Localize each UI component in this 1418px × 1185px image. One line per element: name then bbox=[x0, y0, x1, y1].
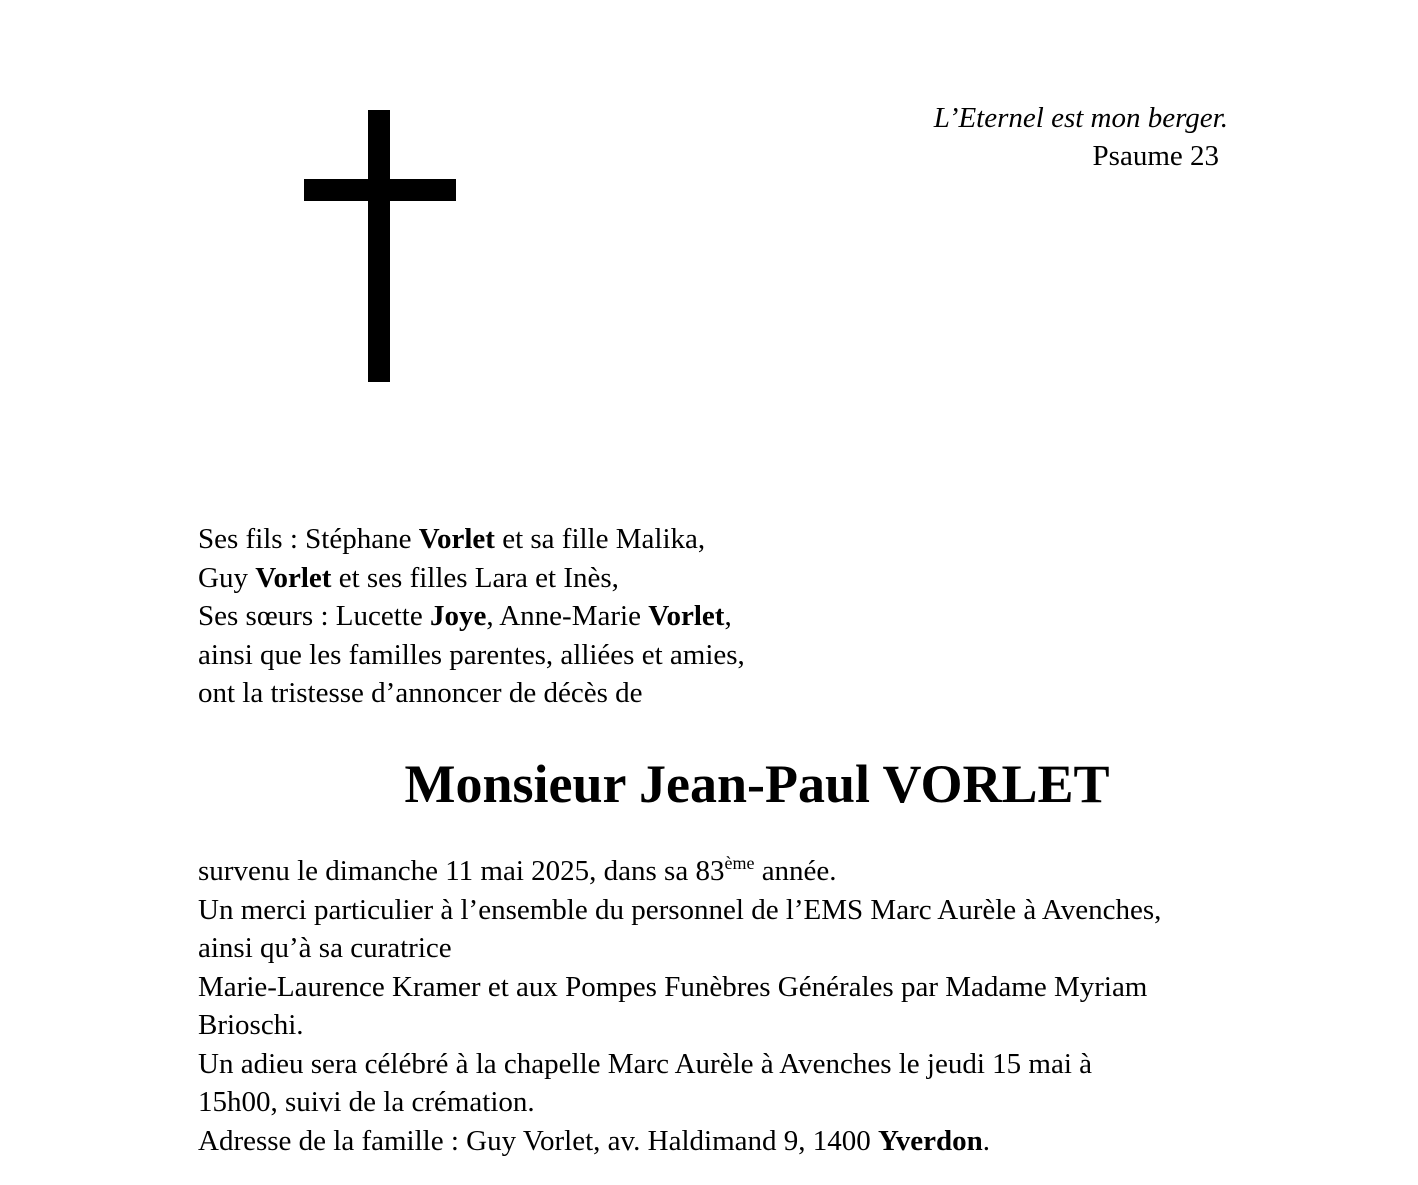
surname: Vorlet bbox=[418, 523, 495, 555]
text: année. bbox=[754, 855, 837, 887]
details-line: Un merci particulier à l’ensemble du personnel de l’EMS Marc Aurèle à Avenches, bbox=[198, 893, 1162, 926]
city: Yverdon bbox=[878, 1124, 983, 1157]
family-line: ont la tristesse d’annoncer de décès de bbox=[198, 677, 643, 709]
surname: Vorlet bbox=[255, 561, 332, 594]
details-line: 15h00, suivi de la crémation. bbox=[198, 1086, 535, 1118]
family-line bbox=[198, 520, 745, 559]
text: Ses fils : Stéphane bbox=[198, 523, 419, 555]
text: , bbox=[724, 600, 732, 632]
details-line: ainsi qu’à sa curatrice bbox=[198, 932, 452, 964]
family-announcement bbox=[198, 520, 745, 713]
family-line: ainsi que les familles parentes, alliées et amies, bbox=[198, 638, 745, 671]
text: Guy bbox=[198, 561, 256, 594]
ordinal-suffix: ème bbox=[724, 853, 755, 873]
psalm-quote bbox=[934, 99, 1228, 175]
deceased-name: Monsieur Jean-Paul VORLET bbox=[404, 754, 1110, 814]
latin-cross-icon bbox=[304, 110, 456, 382]
family-address bbox=[198, 1122, 1318, 1161]
details-line bbox=[198, 852, 1318, 891]
text: Adresse de la famille : Guy Vorlet, av. Haldimand 9, 1400 bbox=[198, 1124, 879, 1157]
details-line: Un adieu sera célébré à la chapelle Marc Aurèle à Avenches le jeudi 15 mai à bbox=[198, 1047, 1093, 1080]
psalm-reference: Psaume 23 bbox=[1092, 140, 1219, 172]
details-line: Brioschi. bbox=[198, 1009, 304, 1041]
psalm-verse: L’Eternel est mon berger. bbox=[933, 102, 1228, 134]
cross-vertical-bar bbox=[368, 110, 390, 382]
family-line bbox=[198, 597, 745, 636]
text: , Anne-Marie bbox=[486, 600, 649, 632]
family-line bbox=[198, 559, 745, 598]
text: survenu le dimanche 11 mai 2025, dans sa 83 bbox=[198, 855, 725, 887]
surname: Vorlet bbox=[648, 600, 725, 632]
text: . bbox=[982, 1124, 990, 1157]
text: et ses filles Lara et Inès, bbox=[331, 561, 619, 594]
text: Ses sœurs : Lucette bbox=[198, 600, 430, 632]
death-details bbox=[198, 852, 1318, 1160]
surname: Joye bbox=[429, 600, 487, 632]
text: et sa fille Malika, bbox=[494, 523, 706, 555]
cross-horizontal-bar bbox=[304, 179, 456, 201]
details-line: Marie-Laurence Kramer et aux Pompes Funèbres Générales par Madame Myriam bbox=[198, 970, 1148, 1003]
